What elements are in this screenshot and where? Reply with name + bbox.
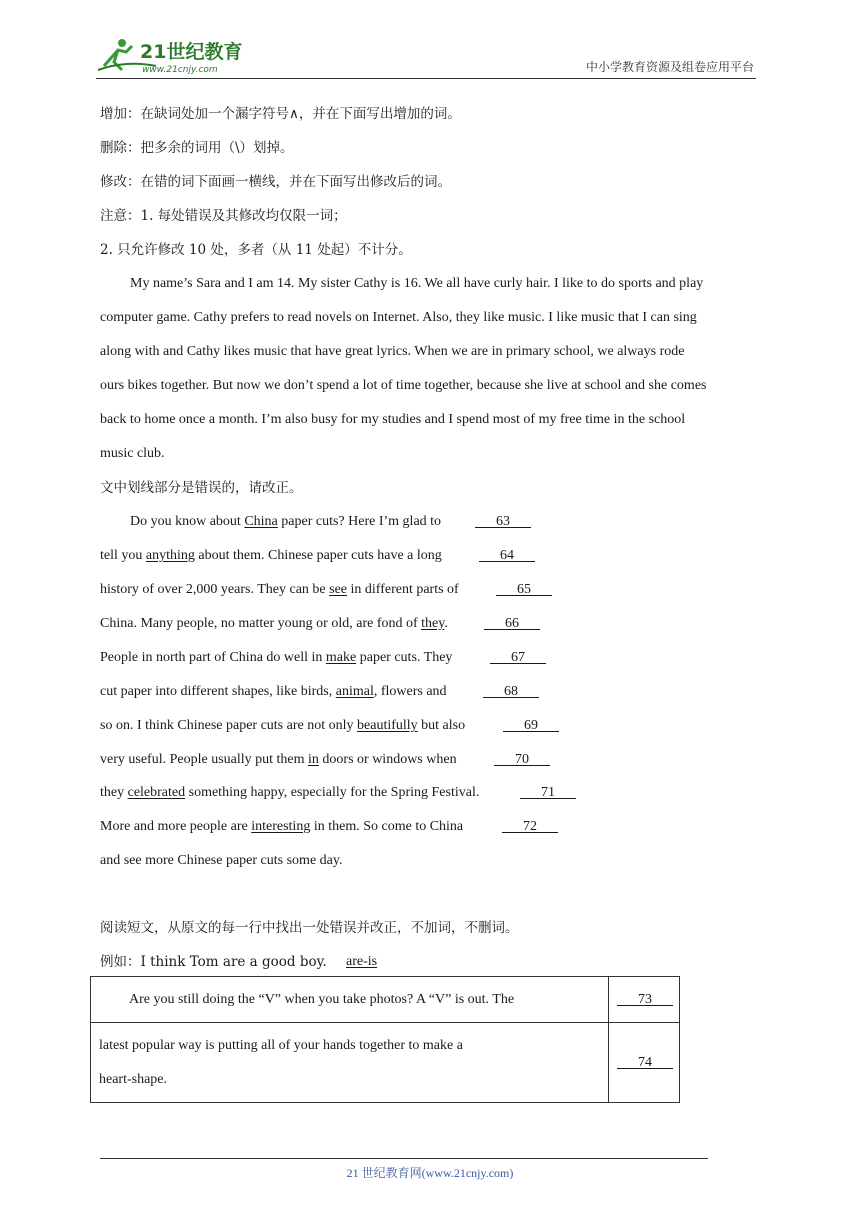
page-header <box>96 36 756 79</box>
blank-number: 69 <box>524 718 538 733</box>
table-text: heart-shape. <box>99 1071 168 1087</box>
table-answer-cell[interactable] <box>609 977 680 1023</box>
passage2-line <box>100 580 459 600</box>
blank-number: 68 <box>504 684 518 699</box>
passage2-line <box>100 682 447 702</box>
answer-blank[interactable] <box>617 992 673 1008</box>
line-text: . <box>444 616 448 631</box>
blank-number: 72 <box>523 819 537 834</box>
line-text: so on. I think Chinese paper cuts are not only <box>100 718 358 733</box>
line-text: very useful. People usually put them <box>100 752 309 767</box>
blank-number: 73 <box>638 991 652 1007</box>
line-text: about them. Chinese paper cuts have a long <box>194 548 442 563</box>
footer-divider <box>100 1158 708 1159</box>
answer-blank[interactable] <box>502 817 558 837</box>
logo-icon <box>96 36 266 76</box>
answer-blank[interactable] <box>617 1055 673 1071</box>
table-text-cell <box>91 1023 609 1103</box>
line-text: paper cuts? Here I’m glad to <box>277 514 442 529</box>
table-text: Are you still doing the “V” when you take photos? A “V” is out. The <box>129 991 515 1007</box>
underlined-error: China <box>244 514 278 529</box>
table-text: latest popular way is putting all of your hands together to make a <box>99 1037 463 1053</box>
passage2-line <box>100 750 457 770</box>
underlined-error: animal <box>335 684 374 699</box>
instruction-note: 注意：1. 每处错误及其修改均仅限一词； <box>100 208 347 224</box>
line-text: People in north part of China do well in <box>100 650 326 665</box>
line-text: in different parts of <box>347 582 459 597</box>
passage2-line: and see more Chinese paper cuts some day. <box>100 853 343 868</box>
underlined-error: make <box>325 650 357 665</box>
line-text: China. Many people, no matter young or old, are fond of <box>100 616 422 631</box>
example-answer: are-is <box>346 954 378 969</box>
line-text: doors or windows when <box>318 752 457 767</box>
line-text: Do you know about <box>130 514 245 529</box>
underlined-error: see <box>329 582 348 597</box>
logo-main-text: 21世纪教育 <box>140 41 243 63</box>
example-line <box>100 952 327 973</box>
passage1-line: music club. <box>100 446 165 461</box>
passage1-line: ours bikes together. But now we don’t spend a lot of time together, because she live at school and she comes <box>100 378 707 393</box>
underlined-error: in <box>308 752 319 767</box>
passage2-line <box>100 614 448 634</box>
blank-number: 65 <box>517 582 531 597</box>
passage2-line <box>100 716 465 736</box>
passage1-line: computer game. Cathy prefers to read novels on Internet. Also, they like music. I like music that I can sing <box>100 310 697 325</box>
passage2-line <box>100 512 441 532</box>
section2-title: 文中划线部分是错误的，请改正。 <box>100 480 303 496</box>
answer-blank[interactable] <box>490 648 546 668</box>
underlined-error: beautifully <box>357 718 418 733</box>
line-text: they <box>100 785 128 800</box>
answer-blank[interactable] <box>520 783 576 803</box>
table-text-cell <box>91 977 609 1023</box>
blank-number: 74 <box>638 1054 652 1070</box>
passage2-line <box>100 783 479 803</box>
answer-blank[interactable] <box>484 614 540 634</box>
example-label: 例如：I think Tom are a good boy. <box>100 954 327 970</box>
blank-number: 71 <box>541 785 555 800</box>
line-text: tell you <box>100 548 146 563</box>
line-text: something happy, especially for the Spring Festival. <box>185 785 480 800</box>
line-text: , flowers and <box>373 684 447 699</box>
blank-number: 67 <box>511 650 525 665</box>
passage2-line <box>100 648 452 668</box>
line-text: More and more people are <box>100 819 252 834</box>
table-row <box>91 977 680 1023</box>
answer-blank[interactable] <box>503 716 559 736</box>
header-platform-text: 中小学教育资源及组卷应用平台 <box>585 60 754 74</box>
passage1-line: My name’s Sara and I am 14. My sister Cathy is 16. We all have curly hair. I like to do sports and play <box>130 276 704 291</box>
line-text: cut paper into different shapes, like birds, <box>100 684 336 699</box>
answer-blank[interactable] <box>475 512 531 532</box>
line-text: paper cuts. They <box>356 650 453 665</box>
underlined-error: they <box>421 616 445 631</box>
correction-table <box>90 976 680 1103</box>
table-row <box>91 1023 680 1103</box>
answer-blank[interactable] <box>479 546 535 566</box>
instruction-limit: 2. 只允许修改 10 处，多者（从 11 处起）不计分。 <box>100 242 412 258</box>
underlined-error: anything <box>145 548 195 563</box>
footer-text: 21 世纪教育网(www.21cnjy.com) <box>346 1166 514 1180</box>
passage2-line <box>100 546 442 566</box>
passage1-line: along with and Cathy likes music that have great lyrics. When we are in primary school, we always rode <box>100 344 685 359</box>
line-text: but also <box>417 718 466 733</box>
underlined-error: interesting <box>251 819 311 834</box>
answer-blank[interactable] <box>494 750 550 770</box>
line-text: in them. So come to China <box>310 819 464 834</box>
answer-blank[interactable] <box>483 682 539 702</box>
blank-number: 64 <box>500 548 514 563</box>
instruction-add: 增加：在缺词处加一个漏字符号∧，并在下面写出增加的词。 <box>100 106 461 122</box>
table-answer-cell[interactable] <box>609 1023 680 1103</box>
underlined-error: celebrated <box>127 785 186 800</box>
blank-number: 66 <box>505 616 519 631</box>
logo-url-text: www.21cnjy.com <box>142 65 218 75</box>
blank-number: 70 <box>515 752 529 767</box>
instruction-delete: 删除：把多余的词用（\）划掉。 <box>100 140 294 156</box>
instruction-modify: 修改：在错的词下面画一横线，并在下面写出修改后的词。 <box>100 174 451 190</box>
answer-blank[interactable] <box>496 580 552 600</box>
passage1-line: back to home once a month. I’m also busy for my studies and I spend most of my free time in the school <box>100 412 686 427</box>
blank-number: 63 <box>496 514 510 529</box>
line-text: history of over 2,000 years. They can be <box>100 582 330 597</box>
section3-title: 阅读短文，从原文的每一行中找出一处错误并改正，不加词，不删词。 <box>100 920 519 936</box>
passage2-line <box>100 817 463 837</box>
